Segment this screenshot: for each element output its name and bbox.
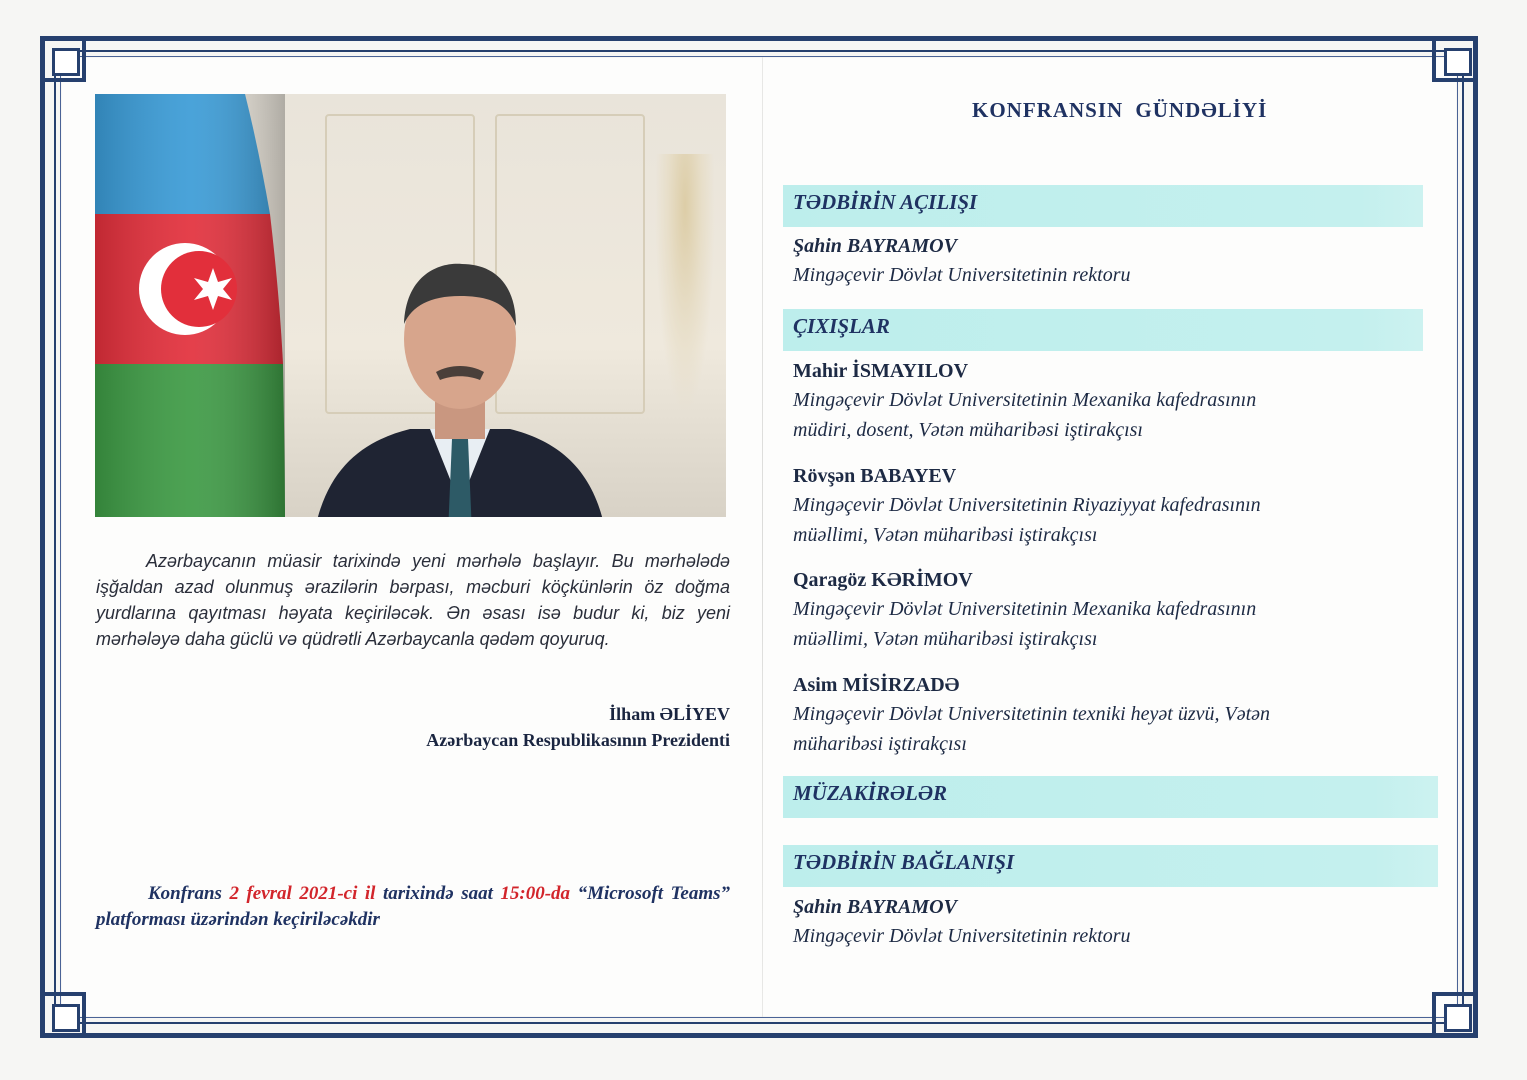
speaker-name: Şahin BAYRAMOV bbox=[793, 235, 957, 257]
speaker-role-line: müharibəsi iştirakçısı bbox=[793, 733, 967, 755]
section-discussion-heading: MÜZAKİRƏLƏR bbox=[783, 776, 1438, 818]
note-mid: tarixində saat bbox=[382, 883, 493, 904]
speaker-role-line: müəllimi, Vətən müharibəsi iştirakçısı bbox=[793, 628, 1098, 650]
speaker-item bbox=[793, 357, 1413, 445]
note-time: 15:00-da bbox=[500, 883, 571, 904]
corner-ornament-bottom-left bbox=[40, 992, 86, 1038]
speaker-role-line: müəllimi, Vətən müharibəsi iştirakçısı bbox=[793, 524, 1098, 546]
note-post: “Microsoft Teams” platforması üzərindən keçiriləcəkdir bbox=[96, 883, 731, 930]
president-photo bbox=[95, 94, 726, 517]
speaker-item bbox=[793, 566, 1413, 654]
speaker-item bbox=[793, 462, 1413, 550]
speaker-role-line: Mingəçevir Dövlət Universitetinin texniki heyət üzvü, Vətən bbox=[793, 703, 1271, 725]
agenda-title: KONFRANSIN GÜNDƏLİYİ bbox=[972, 98, 1268, 122]
speaker-role-line: Mingəçevir Dövlət Universitetinin Mexanika kafedrasının bbox=[793, 389, 1257, 411]
speaker-role: Mingəçevir Dövlət Universitetinin rektoru bbox=[793, 264, 1131, 286]
speaker-name: Asim MİSİRZADƏ bbox=[793, 674, 960, 696]
corner-ornament-top-left bbox=[40, 36, 86, 82]
azerbaijan-flag-icon bbox=[95, 94, 285, 517]
speaker-role-line: Mingəçevir Dövlət Universitetinin Mexanika kafedrasının bbox=[793, 598, 1257, 620]
conference-note bbox=[96, 881, 730, 933]
corner-ornament-bottom-right bbox=[1432, 992, 1478, 1038]
note-date: 2 fevral 2021-ci il bbox=[229, 883, 376, 904]
president-quote: Azərbaycanın müasir tarixində yeni mərhələ başlayır. Bu mərhələdə işğaldan azad olunmuş ərazilərin bərpası, məcburi köçkünlərin öz doğma yurdlarına qayıtması həyata keçiriləcək. Ən əsası isə budur ki, biz yeni mərhələyə daha güclü və qüdrətli Azərbaycanla qədəm qoyuruq. bbox=[96, 551, 730, 649]
section-speeches-heading: ÇIXIŞLAR bbox=[783, 309, 1423, 351]
wall-ornament bbox=[655, 154, 715, 414]
president-figure bbox=[290, 244, 630, 517]
note-pre: Konfrans bbox=[148, 883, 222, 904]
speaker-role-line: müdiri, dosent, Vətən müharibəsi iştirakçısı bbox=[793, 419, 1143, 441]
speaker-opening bbox=[793, 232, 1413, 290]
section-opening-heading: TƏDBİRİN AÇILIŞI bbox=[783, 185, 1423, 227]
speaker-name: Mahir İSMAYILOV bbox=[793, 360, 969, 382]
speaker-name: Rövşən BABAYEV bbox=[793, 465, 957, 487]
speaker-role: Mingəçevir Dövlət Universitetinin rektoru bbox=[793, 925, 1131, 947]
corner-ornament-top-right bbox=[1432, 36, 1478, 82]
signature-title: Azərbaycan Respublikasının Prezidenti bbox=[426, 730, 730, 750]
speaker-role-line: Mingəçevir Dövlət Universitetinin Riyaziyyat kafedrasının bbox=[793, 494, 1261, 516]
signature-name: İlham ƏLİYEV bbox=[609, 704, 730, 724]
speaker-name: Qaragöz KƏRİMOV bbox=[793, 569, 973, 591]
section-closing-heading: TƏDBİRİN BAĞLANIŞI bbox=[783, 845, 1438, 887]
speaker-name: Şahin BAYRAMOV bbox=[793, 896, 957, 918]
speaker-item bbox=[793, 671, 1413, 759]
speaker-closing bbox=[793, 893, 1413, 951]
